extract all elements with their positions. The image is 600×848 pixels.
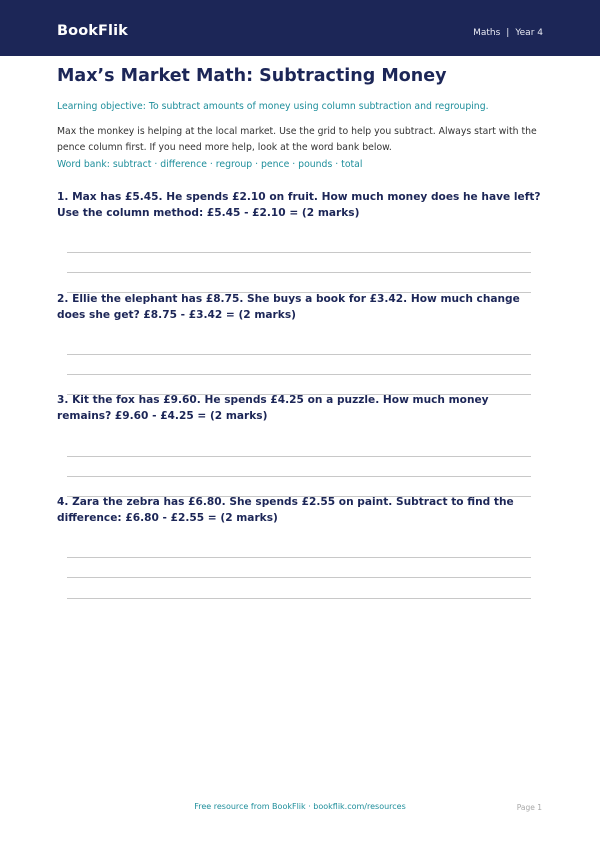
word-bank: Word bank: subtract · difference · regroup · pence · pounds · total (57, 159, 363, 170)
meta-separator: | (506, 28, 510, 38)
learning-objective: Learning objective: To subtract amounts of money using column subtraction and regrouping. (57, 101, 489, 112)
intro-text: Max the monkey is helping at the local market. Use the grid to help you subtract. Always start with the pence column first. If you need more help, look at the word bank below. (57, 126, 537, 153)
question-2: 2. Ellie the elephant has £8.75. She buys a book for £3.42. How much change does she get? £8.75 - £3.42 = (2 marks) (57, 293, 520, 321)
brand-logo[interactable]: BookFlik (57, 23, 128, 39)
worksheet-title: Max’s Market Math: Subtracting Money (57, 66, 447, 86)
question-1: 1. Max has £5.45. He spends £2.10 on fruit. How much money does he have left? Use the column method: £5.45 - £2.10 = (2 marks) (57, 191, 541, 219)
answer-line[interactable] (67, 577, 531, 578)
answer-line[interactable] (67, 598, 531, 599)
answer-line[interactable] (67, 272, 531, 273)
answer-line[interactable] (67, 456, 531, 457)
answer-line[interactable] (67, 252, 531, 253)
question-4: 4. Zara the zebra has £6.80. She spends £2.55 on paint. Subtract to find the difference: £6.80 - £2.55 = (2 marks) (57, 496, 514, 524)
subject-label: Maths (473, 28, 501, 38)
year-label: Year 4 (515, 28, 543, 38)
answer-line[interactable] (67, 374, 531, 375)
page-number: Page 1 (516, 803, 542, 812)
subject-year-label (473, 28, 543, 38)
footer-credit[interactable]: Free resource from BookFlik · bookflik.com/resources (194, 802, 406, 811)
question-3: 3. Kit the fox has £9.60. He spends £4.25 on a puzzle. How much money remains? £9.60 - £4.25 = (2 marks) (57, 394, 489, 422)
answer-line[interactable] (67, 354, 531, 355)
answer-line[interactable] (67, 476, 531, 477)
answer-line[interactable] (67, 557, 531, 558)
page-header (0, 0, 600, 56)
